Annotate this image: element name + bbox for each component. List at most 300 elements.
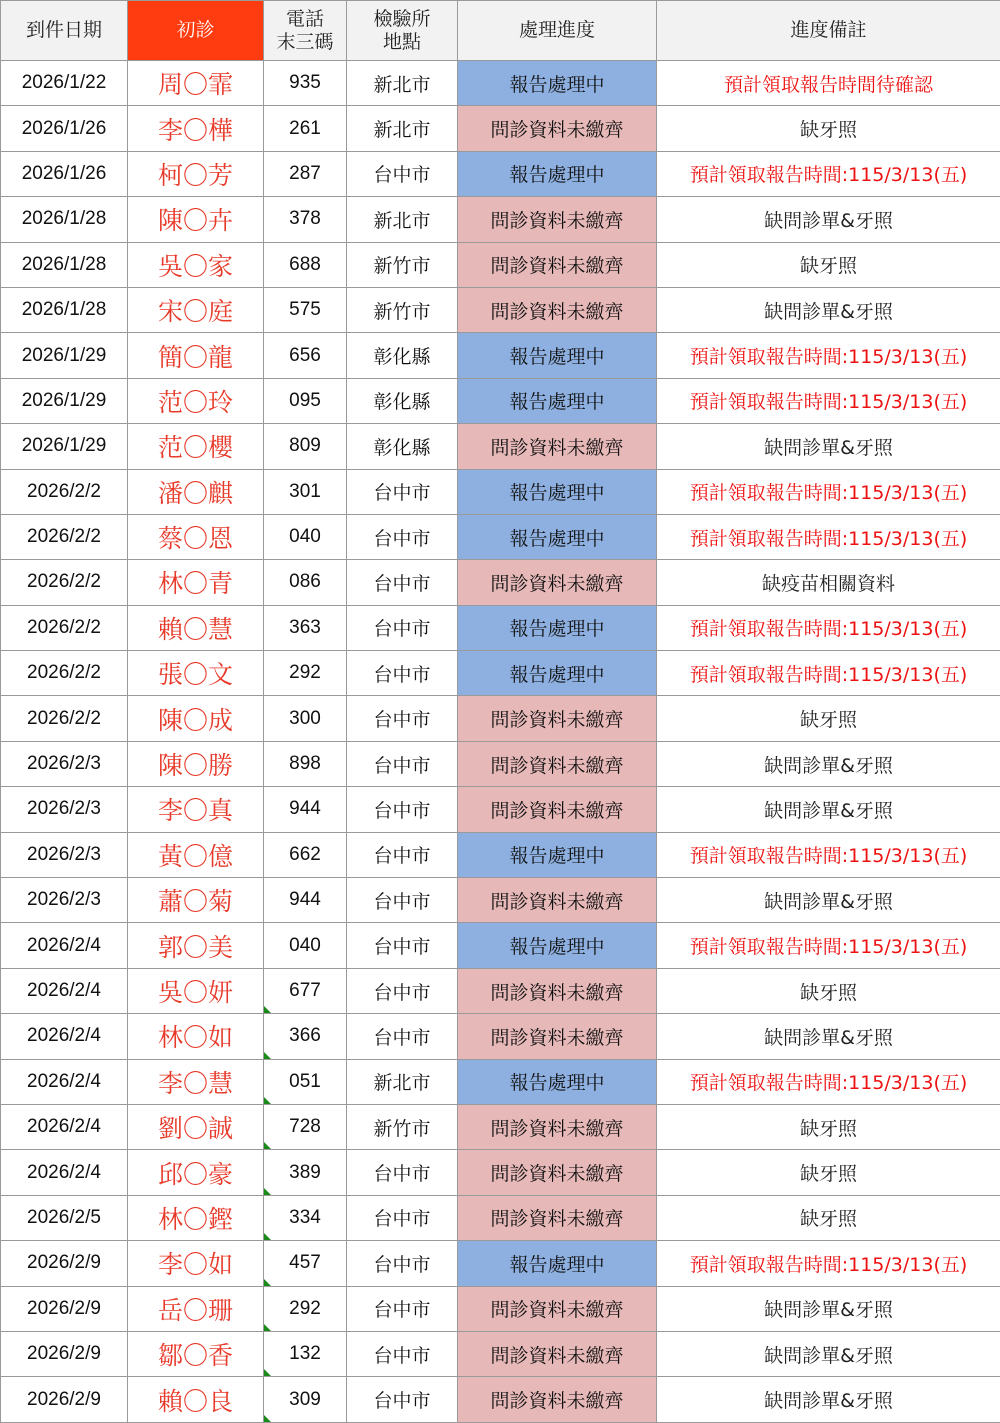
name-cell[interactable] — [128, 832, 264, 877]
name-cell[interactable] — [128, 197, 264, 242]
status-cell-text: 報告處理中 — [509, 845, 605, 868]
location-cell[interactable] — [347, 1241, 458, 1286]
phone-cell[interactable] — [264, 1059, 347, 1104]
date-cell[interactable] — [1, 878, 128, 923]
status-cell[interactable] — [458, 1331, 657, 1376]
phone-cell-text: 656 — [289, 344, 321, 366]
location-cell[interactable] — [347, 1150, 458, 1195]
status-cell[interactable] — [458, 469, 657, 514]
location-cell[interactable] — [347, 787, 458, 832]
note-cell[interactable] — [657, 514, 1000, 559]
date-cell[interactable] — [1, 287, 128, 332]
note-cell[interactable] — [657, 696, 1000, 741]
status-cell-text: 問診資料未繳齊 — [490, 1117, 624, 1140]
comment-marker-icon — [264, 1369, 271, 1376]
table-row — [1, 333, 1000, 378]
status-cell[interactable] — [458, 787, 657, 832]
name-cell[interactable] — [128, 651, 264, 696]
table-row — [1, 560, 1000, 605]
date-cell-text: 2026/2/4 — [27, 934, 101, 956]
status-cell[interactable] — [458, 514, 657, 559]
table-row — [1, 151, 1000, 196]
note-cell-text: 預計領取報告時間:115/3/13(五) — [689, 663, 968, 686]
name-header[interactable]: 初診 — [128, 1, 264, 61]
location-cell[interactable] — [347, 923, 458, 968]
phone-cell[interactable] — [264, 287, 347, 332]
note-cell-text: 缺問診單&牙照 — [764, 1390, 893, 1413]
note-cell-text: 預計領取報告時間:115/3/13(五) — [689, 164, 968, 187]
name-cell[interactable] — [128, 605, 264, 650]
name-cell-text: 陳〇勝 — [157, 751, 233, 781]
status-cell-text: 問診資料未繳齊 — [490, 709, 624, 732]
note-cell[interactable] — [657, 424, 1000, 469]
status-cell[interactable] — [458, 968, 657, 1013]
note-cell[interactable] — [657, 151, 1000, 196]
location-cell[interactable] — [347, 741, 458, 786]
name-cell[interactable] — [128, 1241, 264, 1286]
location-cell[interactable] — [347, 1195, 458, 1240]
phone-cell-text: 728 — [289, 1116, 321, 1138]
phone-cell-text: 688 — [289, 253, 321, 275]
location-cell[interactable] — [347, 1377, 458, 1422]
name-cell[interactable] — [128, 1195, 264, 1240]
phone-cell[interactable] — [264, 832, 347, 877]
status-cell[interactable] — [458, 1241, 657, 1286]
note-cell[interactable] — [657, 469, 1000, 514]
status-cell[interactable] — [458, 1059, 657, 1104]
location-cell[interactable] — [347, 1014, 458, 1059]
phone-cell[interactable] — [264, 1331, 347, 1376]
name-cell-text: 吳〇家 — [157, 251, 233, 281]
note-cell-text: 缺問診單&牙照 — [764, 436, 893, 459]
phone-cell[interactable] — [264, 878, 347, 923]
name-cell-text: 范〇玲 — [157, 387, 233, 417]
phone-cell-text: 944 — [289, 889, 321, 911]
note-cell[interactable] — [657, 1059, 1000, 1104]
table-row — [1, 1014, 1000, 1059]
name-cell[interactable] — [128, 741, 264, 786]
name-cell[interactable] — [128, 514, 264, 559]
note-cell[interactable] — [657, 1331, 1000, 1376]
phone-cell-text: 300 — [289, 707, 321, 729]
note-cell-text: 缺疫苗相關資料 — [761, 572, 895, 595]
date-cell[interactable] — [1, 923, 128, 968]
status-cell[interactable] — [458, 242, 657, 287]
status-cell[interactable] — [458, 61, 657, 106]
date-cell[interactable] — [1, 1059, 128, 1104]
table-row — [1, 923, 1000, 968]
status-cell[interactable] — [458, 151, 657, 196]
date-cell[interactable] — [1, 469, 128, 514]
note-cell-text: 預計領取報告時間:115/3/13(五) — [689, 1072, 968, 1095]
name-cell[interactable] — [128, 787, 264, 832]
table-row — [1, 741, 1000, 786]
name-cell[interactable] — [128, 106, 264, 151]
table-row — [1, 514, 1000, 559]
date-cell-text: 2026/2/3 — [27, 889, 101, 911]
note-cell-text: 預計領取報告時間待確認 — [723, 73, 933, 96]
phone-cell[interactable] — [264, 1377, 347, 1422]
name-cell-text: 潘〇麒 — [157, 478, 233, 508]
phone-cell[interactable] — [264, 424, 347, 469]
location-cell[interactable] — [347, 242, 458, 287]
status-cell-text: 報告處理中 — [509, 663, 605, 686]
note-header[interactable]: 進度備註 — [657, 1, 1000, 61]
status-cell-text: 問診資料未繳齊 — [490, 1163, 624, 1186]
date-cell[interactable] — [1, 560, 128, 605]
location-cell-text: 新北市 — [373, 1072, 431, 1095]
phone-cell[interactable] — [264, 560, 347, 605]
date-cell[interactable] — [1, 605, 128, 650]
note-cell[interactable] — [657, 1104, 1000, 1149]
status-cell-text: 報告處理中 — [509, 164, 605, 187]
note-cell[interactable] — [657, 1150, 1000, 1195]
name-cell-text: 李〇慧 — [157, 1068, 233, 1098]
comment-marker-icon — [264, 1324, 271, 1331]
name-cell-text: 賴〇良 — [157, 1386, 233, 1416]
name-cell[interactable] — [128, 560, 264, 605]
note-cell[interactable] — [657, 106, 1000, 151]
status-cell[interactable] — [458, 1286, 657, 1331]
name-cell[interactable] — [128, 1014, 264, 1059]
phone-cell[interactable] — [264, 1241, 347, 1286]
date-cell[interactable] — [1, 651, 128, 696]
phone-cell-text: 086 — [289, 571, 321, 593]
name-cell-text: 范〇櫻 — [157, 433, 233, 463]
location-cell[interactable] — [347, 378, 458, 423]
status-cell[interactable] — [458, 424, 657, 469]
note-cell[interactable] — [657, 1014, 1000, 1059]
status-cell-text: 問診資料未繳齊 — [490, 799, 624, 822]
note-cell-text: 缺問診單&牙照 — [764, 1026, 893, 1049]
phone-cell-text: 366 — [289, 1025, 321, 1047]
status-cell[interactable] — [458, 1377, 657, 1422]
date-cell-text: 2026/2/3 — [27, 753, 101, 775]
phone-cell[interactable] — [264, 1195, 347, 1240]
date-cell[interactable] — [1, 378, 128, 423]
note-cell-text: 預計領取報告時間:115/3/13(五) — [689, 346, 968, 369]
note-cell[interactable] — [657, 287, 1000, 332]
name-cell[interactable] — [128, 1331, 264, 1376]
date-cell[interactable] — [1, 696, 128, 741]
status-cell[interactable] — [458, 287, 657, 332]
note-cell-text: 缺問診單&牙照 — [764, 300, 893, 323]
phone-cell-text: 040 — [289, 934, 321, 956]
location-cell-text: 台中市 — [373, 799, 431, 822]
location-cell-text: 新竹市 — [373, 1117, 431, 1140]
note-cell-text: 預計領取報告時間:115/3/13(五) — [689, 845, 968, 868]
phone-cell[interactable] — [264, 651, 347, 696]
name-cell-text: 岳〇珊 — [157, 1295, 233, 1325]
date-cell[interactable] — [1, 1195, 128, 1240]
date-cell-text: 2026/2/2 — [27, 571, 101, 593]
location-cell-text: 台中市 — [373, 663, 431, 686]
note-cell[interactable] — [657, 605, 1000, 650]
phone-cell[interactable] — [264, 378, 347, 423]
location-cell[interactable] — [347, 106, 458, 151]
location-cell[interactable] — [347, 61, 458, 106]
table-row — [1, 197, 1000, 242]
name-cell[interactable] — [128, 287, 264, 332]
status-cell-text: 報告處理中 — [509, 936, 605, 959]
date-cell-text: 2026/2/3 — [27, 843, 101, 865]
note-cell[interactable] — [657, 1286, 1000, 1331]
name-cell-text: 郭〇美 — [157, 932, 233, 962]
name-cell[interactable] — [128, 1150, 264, 1195]
date-cell[interactable] — [1, 1377, 128, 1422]
location-cell[interactable] — [347, 424, 458, 469]
phone-cell-text: 898 — [289, 753, 321, 775]
date-cell[interactable] — [1, 424, 128, 469]
note-cell[interactable] — [657, 560, 1000, 605]
date-header[interactable]: 到件日期 — [1, 1, 128, 61]
location-cell[interactable] — [347, 197, 458, 242]
status-cell[interactable] — [458, 878, 657, 923]
date-cell-text: 2026/2/2 — [27, 662, 101, 684]
name-cell-text: 林〇鏗 — [157, 1204, 233, 1234]
phone-cell[interactable] — [264, 1104, 347, 1149]
date-cell-text: 2026/1/28 — [21, 208, 107, 230]
location-cell[interactable] — [347, 560, 458, 605]
note-cell[interactable] — [657, 651, 1000, 696]
location-cell-text: 彰化縣 — [373, 391, 431, 414]
table-row — [1, 1104, 1000, 1149]
status-cell[interactable] — [458, 560, 657, 605]
date-cell[interactable] — [1, 1241, 128, 1286]
date-cell[interactable] — [1, 741, 128, 786]
note-cell-text: 缺牙照 — [799, 709, 857, 732]
phone-cell[interactable] — [264, 469, 347, 514]
name-cell[interactable] — [128, 469, 264, 514]
date-cell-text: 2026/2/4 — [27, 1161, 101, 1183]
status-cell[interactable] — [458, 378, 657, 423]
note-cell[interactable] — [657, 878, 1000, 923]
note-cell[interactable] — [657, 968, 1000, 1013]
name-cell-text: 鄒〇香 — [157, 1341, 233, 1371]
location-cell[interactable] — [347, 514, 458, 559]
phone-cell[interactable] — [264, 968, 347, 1013]
date-cell[interactable] — [1, 832, 128, 877]
date-cell[interactable] — [1, 787, 128, 832]
date-cell[interactable] — [1, 1286, 128, 1331]
table-row — [1, 651, 1000, 696]
location-cell-text: 台中市 — [373, 936, 431, 959]
name-cell[interactable] — [128, 1059, 264, 1104]
phone-cell[interactable] — [264, 1150, 347, 1195]
location-cell-text: 新北市 — [373, 209, 431, 232]
phone-cell[interactable] — [264, 787, 347, 832]
status-cell-text: 報告處理中 — [509, 1072, 605, 1095]
name-cell[interactable] — [128, 923, 264, 968]
name-cell[interactable] — [128, 1377, 264, 1422]
note-cell[interactable] — [657, 378, 1000, 423]
phone-cell[interactable] — [264, 514, 347, 559]
phone-cell[interactable] — [264, 333, 347, 378]
status-cell[interactable] — [458, 741, 657, 786]
location-cell[interactable] — [347, 1286, 458, 1331]
date-cell[interactable] — [1, 61, 128, 106]
location-cell[interactable] — [347, 1059, 458, 1104]
note-cell[interactable] — [657, 923, 1000, 968]
phone-cell[interactable] — [264, 61, 347, 106]
status-header[interactable]: 處理進度 — [458, 1, 657, 61]
name-cell-text: 邱〇豪 — [157, 1159, 233, 1189]
phone-cell-text: 662 — [289, 843, 321, 865]
location-cell[interactable] — [347, 878, 458, 923]
date-cell[interactable] — [1, 242, 128, 287]
status-cell[interactable] — [458, 832, 657, 877]
name-cell-text: 蕭〇菊 — [157, 887, 233, 917]
name-cell[interactable] — [128, 333, 264, 378]
date-cell[interactable] — [1, 968, 128, 1013]
status-cell[interactable] — [458, 333, 657, 378]
phone-cell[interactable] — [264, 741, 347, 786]
note-cell[interactable] — [657, 832, 1000, 877]
location-cell-text: 彰化縣 — [373, 436, 431, 459]
phone-cell-text: 051 — [289, 1070, 321, 1092]
location-cell-text: 新北市 — [373, 119, 431, 142]
name-cell[interactable] — [128, 61, 264, 106]
location-cell[interactable] — [347, 605, 458, 650]
name-cell-text: 簡〇龍 — [157, 342, 233, 372]
note-cell-text: 缺牙照 — [799, 1208, 857, 1231]
status-cell[interactable] — [458, 1014, 657, 1059]
status-cell-text: 問診資料未繳齊 — [490, 1344, 624, 1367]
status-cell-text: 問診資料未繳齊 — [490, 1299, 624, 1322]
location-cell-text: 台中市 — [373, 709, 431, 732]
note-cell[interactable] — [657, 61, 1000, 106]
name-cell[interactable] — [128, 878, 264, 923]
phone-cell-text: 095 — [289, 389, 321, 411]
date-cell-text: 2026/1/26 — [21, 162, 107, 184]
status-cell[interactable] — [458, 1104, 657, 1149]
location-cell[interactable] — [347, 968, 458, 1013]
date-cell[interactable] — [1, 1331, 128, 1376]
note-cell[interactable] — [657, 1241, 1000, 1286]
table-row — [1, 1195, 1000, 1240]
date-cell[interactable] — [1, 1014, 128, 1059]
phone-cell[interactable] — [264, 242, 347, 287]
location-cell[interactable] — [347, 832, 458, 877]
date-cell-text: 2026/2/4 — [27, 980, 101, 1001]
location-cell-text: 台中市 — [373, 572, 431, 595]
phone-cell[interactable] — [264, 696, 347, 741]
note-cell[interactable] — [657, 242, 1000, 287]
name-cell[interactable] — [128, 242, 264, 287]
note-cell[interactable] — [657, 741, 1000, 786]
status-cell[interactable] — [458, 1195, 657, 1240]
phone-cell[interactable] — [264, 197, 347, 242]
date-cell-text: 2026/2/4 — [27, 1025, 101, 1047]
location-cell[interactable] — [347, 151, 458, 196]
name-cell-text: 李〇如 — [157, 1250, 233, 1280]
phone-cell[interactable] — [264, 1286, 347, 1331]
date-cell-text: 2026/2/9 — [27, 1343, 101, 1365]
name-cell[interactable] — [128, 424, 264, 469]
comment-marker-icon — [264, 1006, 271, 1013]
note-cell-text: 缺牙照 — [799, 981, 857, 1004]
note-cell[interactable] — [657, 787, 1000, 832]
location-cell[interactable] — [347, 1331, 458, 1376]
name-cell[interactable] — [128, 696, 264, 741]
status-cell[interactable] — [458, 1150, 657, 1195]
phone-cell[interactable] — [264, 151, 347, 196]
status-cell[interactable] — [458, 651, 657, 696]
location-cell[interactable] — [347, 1104, 458, 1149]
location-header[interactable] — [347, 1, 458, 61]
note-cell-text: 缺牙照 — [799, 119, 857, 142]
note-cell-text: 缺牙照 — [799, 1117, 857, 1140]
date-cell[interactable] — [1, 1150, 128, 1195]
phone-cell-text: 040 — [289, 526, 321, 548]
table-row — [1, 1241, 1000, 1286]
name-cell[interactable] — [128, 1286, 264, 1331]
location-cell[interactable] — [347, 469, 458, 514]
location-cell[interactable] — [347, 287, 458, 332]
note-cell-text: 缺問診單&牙照 — [764, 209, 893, 232]
name-cell[interactable] — [128, 378, 264, 423]
phone-cell[interactable] — [264, 106, 347, 151]
date-cell[interactable] — [1, 151, 128, 196]
date-cell[interactable] — [1, 1104, 128, 1149]
date-cell[interactable] — [1, 514, 128, 559]
date-cell[interactable] — [1, 197, 128, 242]
status-cell[interactable] — [458, 197, 657, 242]
name-cell[interactable] — [128, 968, 264, 1013]
note-cell[interactable] — [657, 197, 1000, 242]
phone-cell-text: 132 — [289, 1343, 321, 1365]
date-cell[interactable] — [1, 333, 128, 378]
note-cell[interactable] — [657, 1195, 1000, 1240]
name-cell[interactable] — [128, 1104, 264, 1149]
note-cell-text: 缺問診單&牙照 — [764, 1344, 893, 1367]
date-cell[interactable] — [1, 106, 128, 151]
note-cell[interactable] — [657, 333, 1000, 378]
phone-header[interactable] — [264, 1, 347, 61]
name-cell[interactable] — [128, 151, 264, 196]
status-cell[interactable] — [458, 696, 657, 741]
date-cell-text: 2026/2/5 — [27, 1206, 101, 1228]
location-header-line1: 檢驗所 — [373, 7, 431, 30]
phone-cell[interactable] — [264, 1014, 347, 1059]
phone-cell-text: 809 — [289, 435, 321, 457]
location-cell-text: 台中市 — [373, 1163, 431, 1186]
location-cell-text: 台中市 — [373, 981, 431, 1004]
location-cell[interactable] — [347, 333, 458, 378]
location-cell-text: 台中市 — [373, 1208, 431, 1231]
phone-cell-text: 334 — [289, 1206, 321, 1228]
status-cell-text: 問診資料未繳齊 — [490, 1026, 624, 1049]
status-cell[interactable] — [458, 605, 657, 650]
location-cell[interactable] — [347, 651, 458, 696]
phone-cell-text: 575 — [289, 299, 321, 321]
status-cell-text: 問診資料未繳齊 — [490, 1390, 624, 1413]
date-cell-text: 2026/1/29 — [21, 435, 107, 457]
phone-cell-text: 457 — [289, 1252, 321, 1274]
name-cell-text: 賴〇慧 — [157, 614, 233, 644]
table-row — [1, 242, 1000, 287]
location-cell[interactable] — [347, 696, 458, 741]
status-cell-text: 報告處理中 — [509, 1253, 605, 1276]
status-cell[interactable] — [458, 106, 657, 151]
note-cell[interactable] — [657, 1377, 1000, 1422]
phone-cell[interactable] — [264, 923, 347, 968]
status-cell[interactable] — [458, 923, 657, 968]
status-cell-text: 問診資料未繳齊 — [490, 754, 624, 777]
phone-cell[interactable] — [264, 605, 347, 650]
date-cell-text: 2026/2/9 — [27, 1388, 101, 1410]
date-cell-text: 2026/1/28 — [21, 299, 107, 321]
